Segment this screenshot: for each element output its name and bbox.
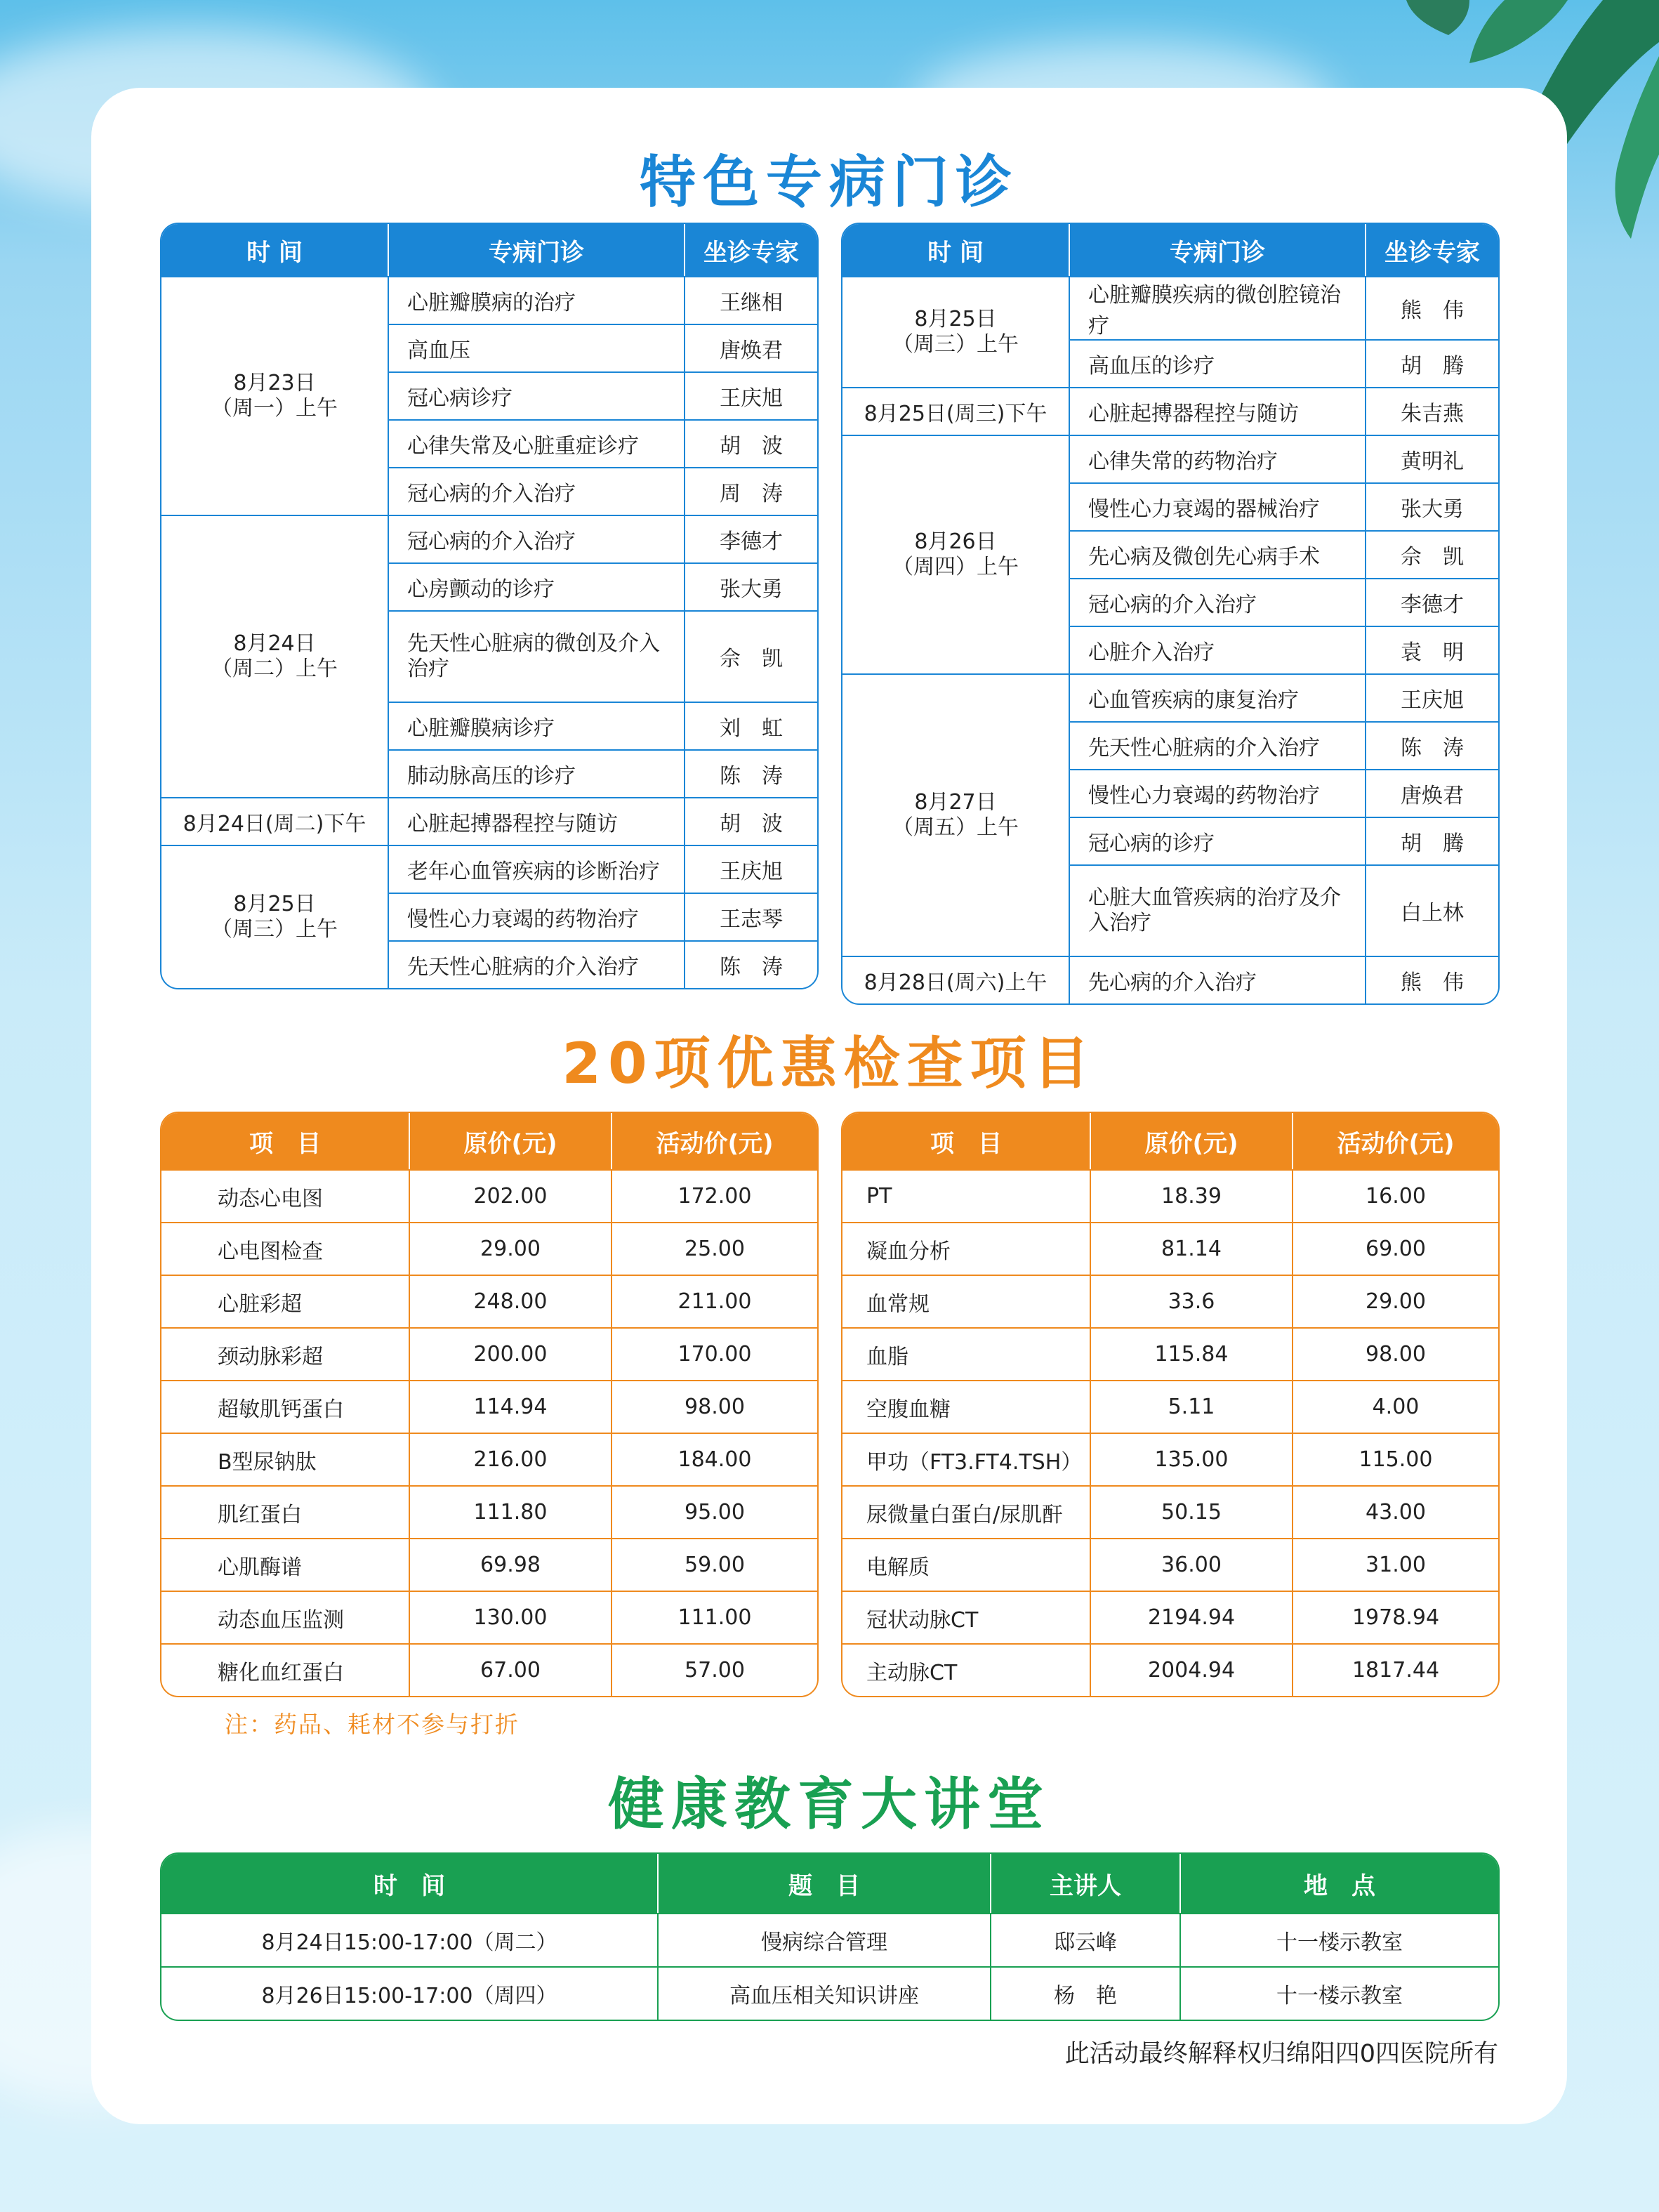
clinic-expert: 李德才 — [1365, 578, 1498, 626]
table-row — [842, 276, 1498, 339]
clinic-specialty: 先天性心脏病的介入治疗 — [388, 940, 684, 988]
header-sale-price: 活动价(元) — [1292, 1113, 1498, 1169]
clinic-expert: 王庆旭 — [684, 845, 817, 893]
table-row — [161, 1966, 1498, 2020]
cell: 8月24日15:00-17:00（周二） — [161, 1913, 657, 1966]
cell: 43.00 — [1292, 1485, 1498, 1538]
clinic-schedule-table-right — [841, 223, 1500, 1005]
clinic-specialty: 心脏起搏器程控与随访 — [388, 797, 684, 845]
cell: PT — [842, 1169, 1090, 1222]
edu-section-title: 健康教育大讲堂 — [608, 1772, 1050, 1837]
table-row — [161, 1169, 817, 1222]
cell: 135.00 — [1090, 1433, 1292, 1485]
clinic-expert: 张大勇 — [1365, 482, 1498, 530]
cell: 血脂 — [842, 1327, 1090, 1380]
table-row — [161, 1327, 817, 1380]
clinic-expert: 王庆旭 — [684, 371, 817, 419]
clinic-expert: 唐焕君 — [684, 324, 817, 371]
table-row — [842, 673, 1498, 721]
table-row — [842, 1485, 1498, 1538]
clinic-expert: 李德才 — [684, 515, 817, 562]
cell: 血常规 — [842, 1275, 1090, 1327]
cell: 25.00 — [611, 1222, 817, 1275]
table-row — [161, 1485, 817, 1538]
cell: 29.00 — [409, 1222, 611, 1275]
lecture-schedule-table — [160, 1852, 1500, 2021]
header-item: 项 目 — [842, 1113, 1090, 1169]
clinic-specialty: 心律失常及心脏重症诊疗 — [388, 419, 684, 467]
clinic-expert: 陈 涛 — [1365, 721, 1498, 769]
table-row — [161, 276, 817, 324]
cell: 邸云峰 — [990, 1913, 1179, 1966]
header-time: 时 间 — [161, 224, 388, 276]
cell: 200.00 — [409, 1327, 611, 1380]
cell: 心脏彩超 — [161, 1275, 409, 1327]
cell: 2194.94 — [1090, 1591, 1292, 1643]
clinic-specialty: 冠心病的介入治疗 — [388, 467, 684, 515]
table-row — [842, 1538, 1498, 1591]
table-row — [161, 1433, 817, 1485]
header-speaker: 主讲人 — [990, 1854, 1179, 1913]
cell: 慢病综合管理 — [657, 1913, 990, 1966]
clinic-date: 8月27日 （周五）上午 — [842, 673, 1069, 956]
exam-price-table-right — [841, 1112, 1500, 1697]
cell: 57.00 — [611, 1643, 817, 1696]
clinic-specialty: 心脏起搏器程控与随访 — [1069, 387, 1365, 435]
table-row — [161, 1222, 817, 1275]
table-row — [842, 956, 1498, 1003]
cell: 心电图检查 — [161, 1222, 409, 1275]
clinic-specialty: 慢性心力衰竭的药物治疗 — [388, 893, 684, 940]
clinic-specialty: 高血压的诊疗 — [1069, 339, 1365, 387]
clinic-expert: 王继相 — [684, 276, 817, 324]
clinic-expert: 刘 虹 — [684, 702, 817, 749]
clinic-specialty: 心脏介入治疗 — [1069, 626, 1365, 673]
cell: 69.98 — [409, 1538, 611, 1591]
cell: 69.00 — [1292, 1222, 1498, 1275]
cell: 4.00 — [1292, 1380, 1498, 1433]
clinic-date: 8月23日 （周一）上午 — [161, 276, 388, 515]
header-clinic: 专病门诊 — [388, 224, 684, 276]
clinic-date: 8月26日 （周四）上午 — [842, 435, 1069, 673]
cell: 甲功（FT3.FT4.TSH） — [842, 1433, 1090, 1485]
table-row — [842, 1643, 1498, 1696]
clinic-expert: 朱吉燕 — [1365, 387, 1498, 435]
clinic-expert: 黄明礼 — [1365, 435, 1498, 482]
cell: 2004.94 — [1090, 1643, 1292, 1696]
clinic-specialty: 心房颤动的诊疗 — [388, 562, 684, 610]
clinic-specialty: 肺动脉高压的诊疗 — [388, 749, 684, 797]
cell: 尿微量白蛋白/尿肌酐 — [842, 1485, 1090, 1538]
header-item: 项 目 — [161, 1113, 409, 1169]
table-row — [161, 797, 817, 845]
cell: 肌红蛋白 — [161, 1485, 409, 1538]
cell: 5.11 — [1090, 1380, 1292, 1433]
cell: 114.94 — [409, 1380, 611, 1433]
table-row — [842, 1169, 1498, 1222]
cell: 170.00 — [611, 1327, 817, 1380]
cell: 冠状动脉CT — [842, 1591, 1090, 1643]
cell: B型尿钠肽 — [161, 1433, 409, 1485]
cell: 凝血分析 — [842, 1222, 1090, 1275]
header-expert: 坐诊专家 — [684, 224, 817, 276]
clinic-specialty: 先心病及微创先心病手术 — [1069, 530, 1365, 578]
clinic-expert: 胡 波 — [684, 797, 817, 845]
cell: 115.84 — [1090, 1327, 1292, 1380]
cell: 95.00 — [611, 1485, 817, 1538]
clinic-expert: 唐焕君 — [1365, 769, 1498, 817]
cell: 18.39 — [1090, 1169, 1292, 1222]
cell: 1978.94 — [1292, 1591, 1498, 1643]
table-row — [842, 1275, 1498, 1327]
table-row — [161, 1591, 817, 1643]
header-expert: 坐诊专家 — [1365, 224, 1498, 276]
cell: 糖化血红蛋白 — [161, 1643, 409, 1696]
cell: 130.00 — [409, 1591, 611, 1643]
cell: 115.00 — [1292, 1433, 1498, 1485]
table-row — [842, 1222, 1498, 1275]
table-row — [161, 1643, 817, 1696]
header-clinic: 专病门诊 — [1069, 224, 1365, 276]
cell: 248.00 — [409, 1275, 611, 1327]
cell: 216.00 — [409, 1433, 611, 1485]
clinic-specialty: 冠心病的介入治疗 — [1069, 578, 1365, 626]
cell: 111.00 — [611, 1591, 817, 1643]
cell: 111.80 — [409, 1485, 611, 1538]
clinic-specialty: 高血压 — [388, 324, 684, 371]
clinic-expert: 佘 凯 — [1365, 530, 1498, 578]
table-row — [842, 435, 1498, 482]
header-time: 时 间 — [842, 224, 1069, 276]
cell: 动态心电图 — [161, 1169, 409, 1222]
clinic-specialty: 心律失常的药物治疗 — [1069, 435, 1365, 482]
clinic-date: 8月28日(周六)上午 — [842, 956, 1069, 1003]
clinic-date: 8月24日 （周二）上午 — [161, 515, 388, 797]
table-row — [842, 1433, 1498, 1485]
cell: 高血压相关知识讲座 — [657, 1966, 990, 2020]
cell: 颈动脉彩超 — [161, 1327, 409, 1380]
cell: 59.00 — [611, 1538, 817, 1591]
clinic-specialty: 冠心病诊疗 — [388, 371, 684, 419]
table-row — [842, 387, 1498, 435]
cell: 184.00 — [611, 1433, 817, 1485]
clinic-expert: 熊 伟 — [1365, 276, 1498, 339]
table-row — [842, 1591, 1498, 1643]
cell: 81.14 — [1090, 1222, 1292, 1275]
cell: 50.15 — [1090, 1485, 1292, 1538]
cell: 十一楼示教室 — [1179, 1913, 1498, 1966]
table-row — [161, 515, 817, 562]
clinic-expert: 周 涛 — [684, 467, 817, 515]
cell: 31.00 — [1292, 1538, 1498, 1591]
clinic-expert: 袁 明 — [1365, 626, 1498, 673]
cell: 16.00 — [1292, 1169, 1498, 1222]
clinic-specialty: 慢性心力衰竭的器械治疗 — [1069, 482, 1365, 530]
clinic-specialty: 慢性心力衰竭的药物治疗 — [1069, 769, 1365, 817]
cell: 172.00 — [611, 1169, 817, 1222]
clinic-expert: 胡 波 — [684, 419, 817, 467]
header-time: 时 间 — [161, 1854, 657, 1913]
clinic-expert: 陈 涛 — [684, 749, 817, 797]
cell: 36.00 — [1090, 1538, 1292, 1591]
clinic-date: 8月25日(周三)下午 — [842, 387, 1069, 435]
clinic-specialty: 心脏瓣膜病诊疗 — [388, 702, 684, 749]
clinic-specialty: 先天性心脏病的介入治疗 — [1069, 721, 1365, 769]
clinic-expert: 熊 伟 — [1365, 956, 1498, 1003]
discount-note: 注：药品、耗材不参与打折 — [225, 1711, 520, 1738]
cell: 202.00 — [409, 1169, 611, 1222]
cell: 主动脉CT — [842, 1643, 1090, 1696]
clinic-date: 8月24日(周二)下午 — [161, 797, 388, 845]
footer-disclaimer: 此活动最终解释权归绵阳四0四医院所有 — [1064, 2040, 1498, 2068]
cell: 33.6 — [1090, 1275, 1292, 1327]
header-location: 地 点 — [1179, 1854, 1498, 1913]
clinic-specialty: 冠心病的诊疗 — [1069, 817, 1365, 864]
clinic-expert: 王志琴 — [684, 893, 817, 940]
clinic-expert: 胡 腾 — [1365, 817, 1498, 864]
exam-section-title: 20项优惠检查项目 — [562, 1031, 1097, 1096]
cell: 杨 艳 — [990, 1966, 1179, 2020]
clinic-expert: 胡 腾 — [1365, 339, 1498, 387]
cell: 1817.44 — [1292, 1643, 1498, 1696]
table-row — [161, 845, 817, 893]
clinic-expert: 陈 涛 — [684, 940, 817, 988]
clinic-specialty: 先心病的介入治疗 — [1069, 956, 1365, 1003]
table-row — [842, 1380, 1498, 1433]
clinic-specialty: 心脏瓣膜疾病的微创腔镜治疗 — [1069, 276, 1365, 339]
cell: 空腹血糖 — [842, 1380, 1090, 1433]
header-original-price: 原价(元) — [409, 1113, 611, 1169]
cell: 211.00 — [611, 1275, 817, 1327]
cell: 动态血压监测 — [161, 1591, 409, 1643]
exam-price-table-left — [160, 1112, 819, 1697]
cell: 98.00 — [611, 1380, 817, 1433]
cell: 十一楼示教室 — [1179, 1966, 1498, 2020]
clinic-date: 8月25日 （周三）上午 — [161, 845, 388, 988]
cell: 8月26日15:00-17:00（周四） — [161, 1966, 657, 2020]
table-row — [161, 1538, 817, 1591]
clinic-schedule-table-left — [160, 223, 819, 989]
clinic-expert: 张大勇 — [684, 562, 817, 610]
table-row — [842, 1327, 1498, 1380]
clinic-specialty: 老年心血管疾病的诊断治疗 — [388, 845, 684, 893]
clinic-specialty: 心脏瓣膜病的治疗 — [388, 276, 684, 324]
clinic-section-title: 特色专病门诊 — [640, 150, 1019, 215]
header-topic: 题 目 — [657, 1854, 990, 1913]
cell: 电解质 — [842, 1538, 1090, 1591]
table-row — [161, 1380, 817, 1433]
clinic-expert: 王庆旭 — [1365, 673, 1498, 721]
cell: 67.00 — [409, 1643, 611, 1696]
cell: 心肌酶谱 — [161, 1538, 409, 1591]
cell: 98.00 — [1292, 1327, 1498, 1380]
cell: 超敏肌钙蛋白 — [161, 1380, 409, 1433]
clinic-expert: 佘 凯 — [684, 610, 817, 702]
cell: 29.00 — [1292, 1275, 1498, 1327]
clinic-expert: 白上林 — [1365, 864, 1498, 956]
clinic-specialty: 先天性心脏病的微创及介入治疗 — [388, 610, 684, 702]
header-sale-price: 活动价(元) — [611, 1113, 817, 1169]
table-row — [161, 1913, 1498, 1966]
header-original-price: 原价(元) — [1090, 1113, 1292, 1169]
clinic-specialty: 心血管疾病的康复治疗 — [1069, 673, 1365, 721]
clinic-specialty: 冠心病的介入治疗 — [388, 515, 684, 562]
clinic-date: 8月25日 （周三）上午 — [842, 276, 1069, 387]
table-row — [161, 1275, 817, 1327]
clinic-specialty: 心脏大血管疾病的治疗及介入治疗 — [1069, 864, 1365, 956]
content-card — [91, 88, 1567, 2124]
